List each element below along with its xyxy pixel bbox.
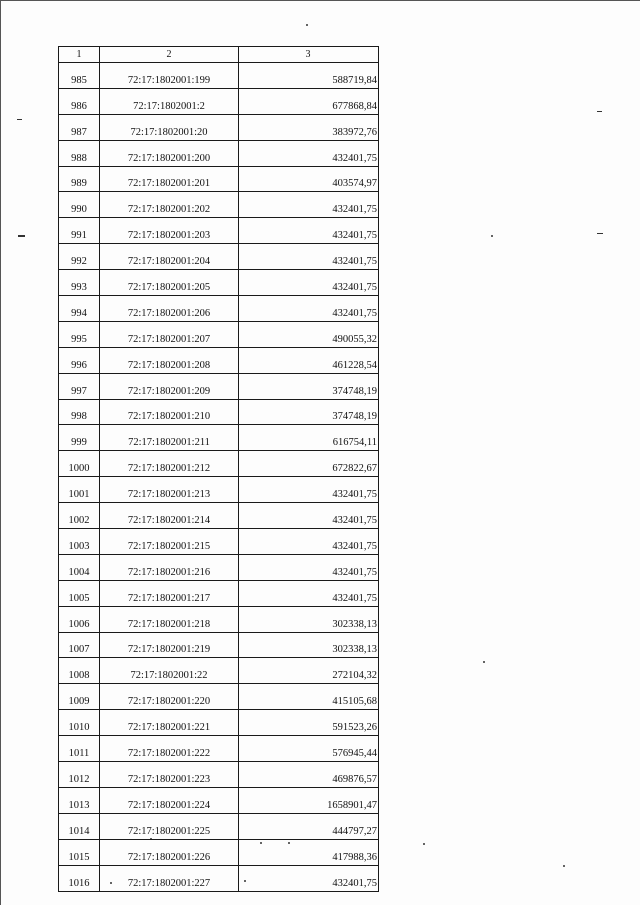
row-number-cell: 1007 bbox=[59, 632, 100, 658]
value-cell: 432401,75 bbox=[239, 580, 379, 606]
table-row bbox=[59, 787, 379, 813]
row-number-cell: 1012 bbox=[59, 762, 100, 788]
value-cell: 461228,54 bbox=[239, 347, 379, 373]
cadastral-number-cell: 72:17:1802001:209 bbox=[100, 373, 239, 399]
table-row bbox=[59, 762, 379, 788]
cadastral-number-cell: 72:17:1802001:218 bbox=[100, 606, 239, 632]
value-cell: 432401,75 bbox=[239, 218, 379, 244]
scan-edge-left bbox=[0, 0, 1, 905]
row-number-cell: 994 bbox=[59, 296, 100, 322]
cadastral-number-cell: 72:17:1802001:207 bbox=[100, 321, 239, 347]
value-cell: 677868,84 bbox=[239, 88, 379, 114]
cadastral-number-cell: 72:17:1802001:213 bbox=[100, 477, 239, 503]
row-number-cell: 1015 bbox=[59, 839, 100, 865]
table-row bbox=[59, 425, 379, 451]
value-cell: 432401,75 bbox=[239, 296, 379, 322]
table-row bbox=[59, 63, 379, 89]
value-cell: 374748,19 bbox=[239, 399, 379, 425]
row-number-cell: 993 bbox=[59, 270, 100, 296]
table-row bbox=[59, 529, 379, 555]
table-row bbox=[59, 710, 379, 736]
table-row bbox=[59, 114, 379, 140]
row-number-cell: 1016 bbox=[59, 865, 100, 891]
cadastral-number-cell: 72:17:1802001:211 bbox=[100, 425, 239, 451]
table-row bbox=[59, 813, 379, 839]
cadastral-number-cell: 72:17:1802001:226 bbox=[100, 839, 239, 865]
value-cell: 672822,67 bbox=[239, 451, 379, 477]
value-cell: 490055,32 bbox=[239, 321, 379, 347]
header-col-2: 2 bbox=[100, 47, 239, 63]
cadastral-number-cell: 72:17:1802001:200 bbox=[100, 140, 239, 166]
cadastral-number-cell: 72:17:1802001:210 bbox=[100, 399, 239, 425]
table-row bbox=[59, 632, 379, 658]
value-cell: 469876,57 bbox=[239, 762, 379, 788]
cadastral-number-cell: 72:17:1802001:205 bbox=[100, 270, 239, 296]
table-row bbox=[59, 684, 379, 710]
value-cell: 432401,75 bbox=[239, 477, 379, 503]
table-row bbox=[59, 270, 379, 296]
row-number-cell: 991 bbox=[59, 218, 100, 244]
table-row bbox=[59, 373, 379, 399]
value-cell: 616754,11 bbox=[239, 425, 379, 451]
row-number-cell: 1008 bbox=[59, 658, 100, 684]
table-row bbox=[59, 580, 379, 606]
value-cell: 432401,75 bbox=[239, 192, 379, 218]
cadastral-number-cell: 72:17:1802001:227 bbox=[100, 865, 239, 891]
value-cell: 432401,75 bbox=[239, 503, 379, 529]
row-number-cell: 1010 bbox=[59, 710, 100, 736]
table-row bbox=[59, 399, 379, 425]
cadastral-number-cell: 72:17:1802001:208 bbox=[100, 347, 239, 373]
cadastral-number-cell: 72:17:1802001:204 bbox=[100, 244, 239, 270]
row-number-cell: 1014 bbox=[59, 813, 100, 839]
table-row bbox=[59, 192, 379, 218]
value-cell: 576945,44 bbox=[239, 736, 379, 762]
value-cell: 432401,75 bbox=[239, 865, 379, 891]
row-number-cell: 998 bbox=[59, 399, 100, 425]
scan-mark bbox=[17, 119, 22, 120]
value-cell: 403574,97 bbox=[239, 166, 379, 192]
table-row bbox=[59, 606, 379, 632]
table-row bbox=[59, 477, 379, 503]
value-cell: 272104,32 bbox=[239, 658, 379, 684]
row-number-cell: 996 bbox=[59, 347, 100, 373]
cadastral-number-cell: 72:17:1802001:199 bbox=[100, 63, 239, 89]
value-cell: 1658901,47 bbox=[239, 787, 379, 813]
row-number-cell: 1011 bbox=[59, 736, 100, 762]
cadastral-number-cell: 72:17:1802001:22 bbox=[100, 658, 239, 684]
cadastral-number-cell: 72:17:1802001:212 bbox=[100, 451, 239, 477]
scan-speck bbox=[491, 235, 493, 237]
cadastral-number-cell: 72:17:1802001:216 bbox=[100, 554, 239, 580]
value-cell: 591523,26 bbox=[239, 710, 379, 736]
row-number-cell: 1003 bbox=[59, 529, 100, 555]
table-row bbox=[59, 658, 379, 684]
cadastral-number-cell: 72:17:1802001:217 bbox=[100, 580, 239, 606]
value-cell: 444797,27 bbox=[239, 813, 379, 839]
value-cell: 302338,13 bbox=[239, 606, 379, 632]
table-row bbox=[59, 166, 379, 192]
row-number-cell: 995 bbox=[59, 321, 100, 347]
row-number-cell: 1000 bbox=[59, 451, 100, 477]
cadastral-number-cell: 72:17:1802001:220 bbox=[100, 684, 239, 710]
row-number-cell: 1001 bbox=[59, 477, 100, 503]
row-number-cell: 1006 bbox=[59, 606, 100, 632]
cadastral-number-cell: 72:17:1802001:222 bbox=[100, 736, 239, 762]
row-number-cell: 989 bbox=[59, 166, 100, 192]
cadastral-number-cell: 72:17:1802001:203 bbox=[100, 218, 239, 244]
scan-mark bbox=[597, 111, 602, 112]
table-row bbox=[59, 865, 379, 891]
table-row bbox=[59, 88, 379, 114]
row-number-cell: 1002 bbox=[59, 503, 100, 529]
header-col-1: 1 bbox=[59, 47, 100, 63]
cadastral-number-cell: 72:17:1802001:2 bbox=[100, 88, 239, 114]
row-number-cell: 997 bbox=[59, 373, 100, 399]
table-row bbox=[59, 347, 379, 373]
value-cell: 432401,75 bbox=[239, 529, 379, 555]
value-cell: 374748,19 bbox=[239, 373, 379, 399]
value-cell: 432401,75 bbox=[239, 140, 379, 166]
scan-speck bbox=[306, 24, 308, 26]
row-number-cell: 992 bbox=[59, 244, 100, 270]
value-cell: 432401,75 bbox=[239, 244, 379, 270]
cadastral-number-cell: 72:17:1802001:202 bbox=[100, 192, 239, 218]
row-number-cell: 987 bbox=[59, 114, 100, 140]
table-header-row bbox=[59, 47, 379, 63]
row-number-cell: 1004 bbox=[59, 554, 100, 580]
table-body bbox=[59, 63, 379, 892]
scan-speck bbox=[423, 843, 425, 845]
row-number-cell: 1005 bbox=[59, 580, 100, 606]
scan-mark bbox=[597, 233, 603, 234]
table-row bbox=[59, 218, 379, 244]
value-cell: 432401,75 bbox=[239, 554, 379, 580]
table-row bbox=[59, 296, 379, 322]
cadastral-number-cell: 72:17:1802001:206 bbox=[100, 296, 239, 322]
row-number-cell: 988 bbox=[59, 140, 100, 166]
row-number-cell: 986 bbox=[59, 88, 100, 114]
row-number-cell: 1013 bbox=[59, 787, 100, 813]
cadastral-number-cell: 72:17:1802001:201 bbox=[100, 166, 239, 192]
value-cell: 432401,75 bbox=[239, 270, 379, 296]
cadastral-number-cell: 72:17:1802001:20 bbox=[100, 114, 239, 140]
table-row bbox=[59, 839, 379, 865]
cadastral-number-cell: 72:17:1802001:219 bbox=[100, 632, 239, 658]
cadastral-number-cell: 72:17:1802001:214 bbox=[100, 503, 239, 529]
table-row bbox=[59, 451, 379, 477]
table-row bbox=[59, 244, 379, 270]
scan-mark bbox=[18, 235, 25, 237]
cadastral-number-cell: 72:17:1802001:215 bbox=[100, 529, 239, 555]
table-row bbox=[59, 321, 379, 347]
row-number-cell: 999 bbox=[59, 425, 100, 451]
value-cell: 302338,13 bbox=[239, 632, 379, 658]
value-cell: 588719,84 bbox=[239, 63, 379, 89]
cadastral-number-cell: 72:17:1802001:221 bbox=[100, 710, 239, 736]
header-col-3: 3 bbox=[239, 47, 379, 63]
value-cell: 383972,76 bbox=[239, 114, 379, 140]
cadastral-number-cell: 72:17:1802001:223 bbox=[100, 762, 239, 788]
row-number-cell: 1009 bbox=[59, 684, 100, 710]
cadastral-values-table bbox=[58, 46, 379, 892]
cadastral-number-cell: 72:17:1802001:225 bbox=[100, 813, 239, 839]
value-cell: 417988,36 bbox=[239, 839, 379, 865]
value-cell: 415105,68 bbox=[239, 684, 379, 710]
row-number-cell: 985 bbox=[59, 63, 100, 89]
scan-edge-top bbox=[0, 0, 640, 1]
table-row bbox=[59, 140, 379, 166]
scan-speck bbox=[483, 661, 485, 663]
table-row bbox=[59, 503, 379, 529]
table-row bbox=[59, 736, 379, 762]
row-number-cell: 990 bbox=[59, 192, 100, 218]
cadastral-number-cell: 72:17:1802001:224 bbox=[100, 787, 239, 813]
scan-speck bbox=[563, 865, 565, 867]
table-row bbox=[59, 554, 379, 580]
